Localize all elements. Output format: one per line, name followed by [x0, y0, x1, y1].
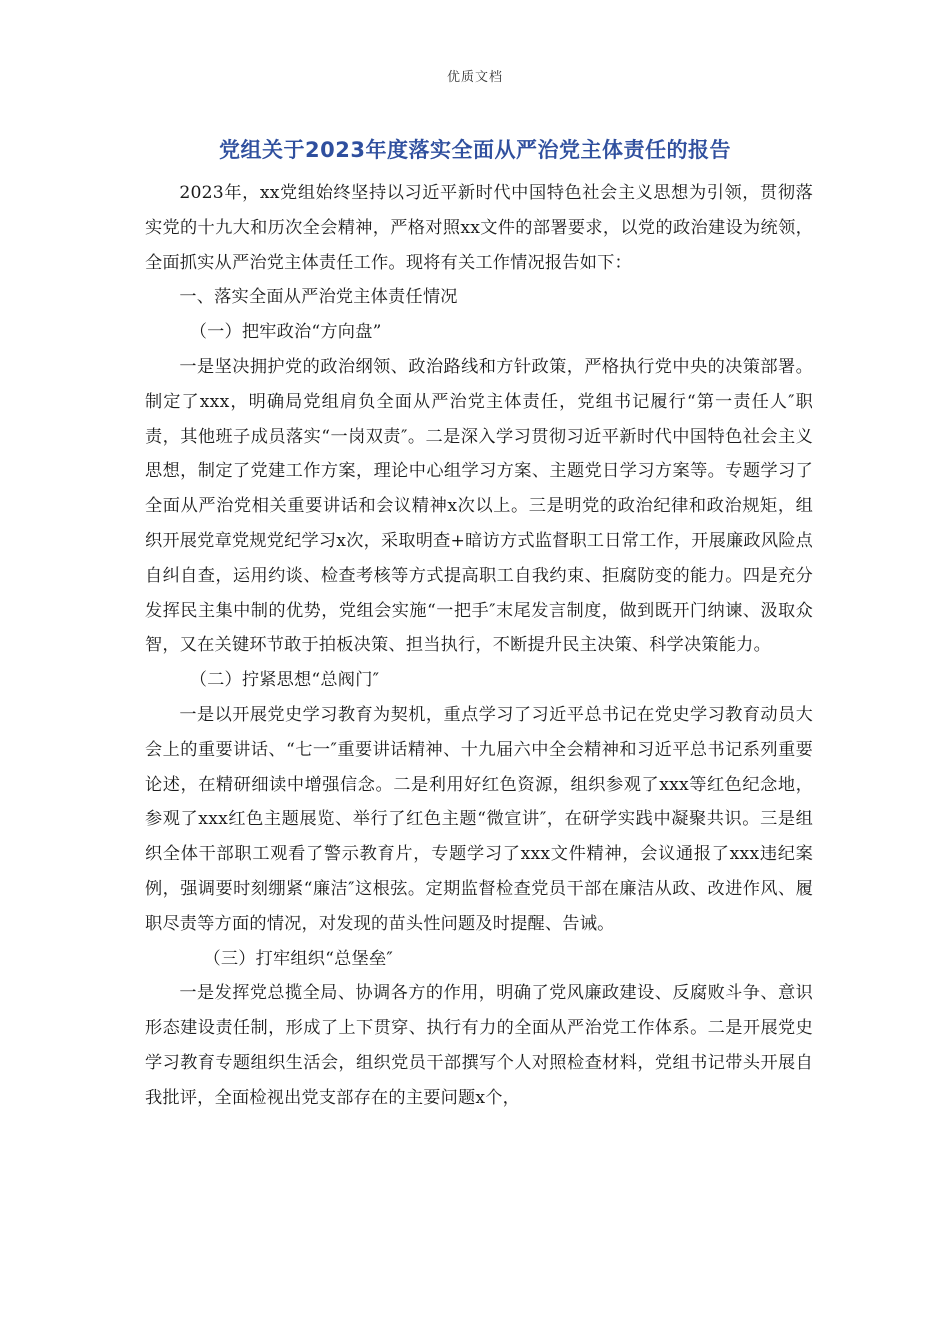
page-header: 优质文档: [446, 70, 503, 85]
document-body: [145, 176, 813, 1116]
subsection-heading: （一）把牢政治“方向盘”: [189, 322, 382, 343]
document-title: 党组关于2023年度落实全面从严治党主体责任的报告: [219, 138, 731, 162]
body-paragraph: 一是以开展党史学习教育为契机，重点学习了习近平总书记在党史学习教育动员大会上的重要讲话、“七一″重要讲话精神、十九届六中全会精神和习近平总书记系列重要论述，在精研细读中增强信念。二是利用好红色资源，组织参观了xxx等红色纪念地，参观了xxx红色主题展览、举行了红色主题“微宣讲″，在研学实践中凝聚共识。三是组织全体干部职工观看了警示教育片，专题学习了xxx文件精神，会议通报了xxx违纪案例，强调要时刻绷紧“廉洁″这根弦。定期监督检查党员干部在廉洁从政、改进作风、履职尽责等方面的情况，对发现的苗头性问题及时提醒、告诫。: [145, 704, 813, 934]
body-paragraph: 一是坚决拥护党的政治纲领、政治路线和方针政策，严格执行党中央的决策部署。制定了xxx，明确局党组肩负全面从严治党主体责任，党组书记履行“第一责任人″职责，其他班子成员落实“一岗双责″。二是深入学习贯彻习近平新时代中国特色社会主义思想，制定了党建工作方案，理论中心组学习方案、主题党日学习方案等。专题学习了全面从严治党相关重要讲话和会议精神x次以上。三是明党的政治纪律和政治规矩，组织开展党章党规党纪学习x次，采取明查+暗访方式监督职工日常工作，开展廉政风险点自纠自查，运用约谈、检查考核等方式提高职工自我约束、拒腐防变的能力。四是充分发挥民主集中制的优势，党组会实施“一把手″末尾发言制度，做到既开门纳谏、汲取众智，又在关键环节敢于拍板决策、担当执行，不断提升民主决策、科学决策能力。: [145, 356, 813, 656]
body-paragraph: 一是发挥党总揽全局、协调各方的作用，明确了党风廉政建设、反腐败斗争、意识形态建设责任制，形成了上下贯穿、执行有力的全面从严治党工作体系。二是开展党史学习教育专题组织生活会，组织党员干部撰写个人对照检查材料，党组书记带头开展自我批评，全面检视出党支部存在的主要问题x个，: [145, 983, 813, 1108]
subsection-heading: （三）打牢组织“总堡垒″: [203, 948, 393, 969]
intro-paragraph: 2023年，xx党组始终坚持以习近平新时代中国特色社会主义思想为引领，贯彻落实党的十九大和历次全会精神，严格对照xx文件的部署要求，以党的政治建设为统领，全面抓实从严治党主体责任工作。现将有关工作情况报告如下：: [145, 183, 813, 273]
subsection-heading: （二）拧紧思想“总阀门″: [189, 670, 380, 691]
section-heading: 一、落实全面从严治党主体责任情况: [179, 287, 458, 308]
